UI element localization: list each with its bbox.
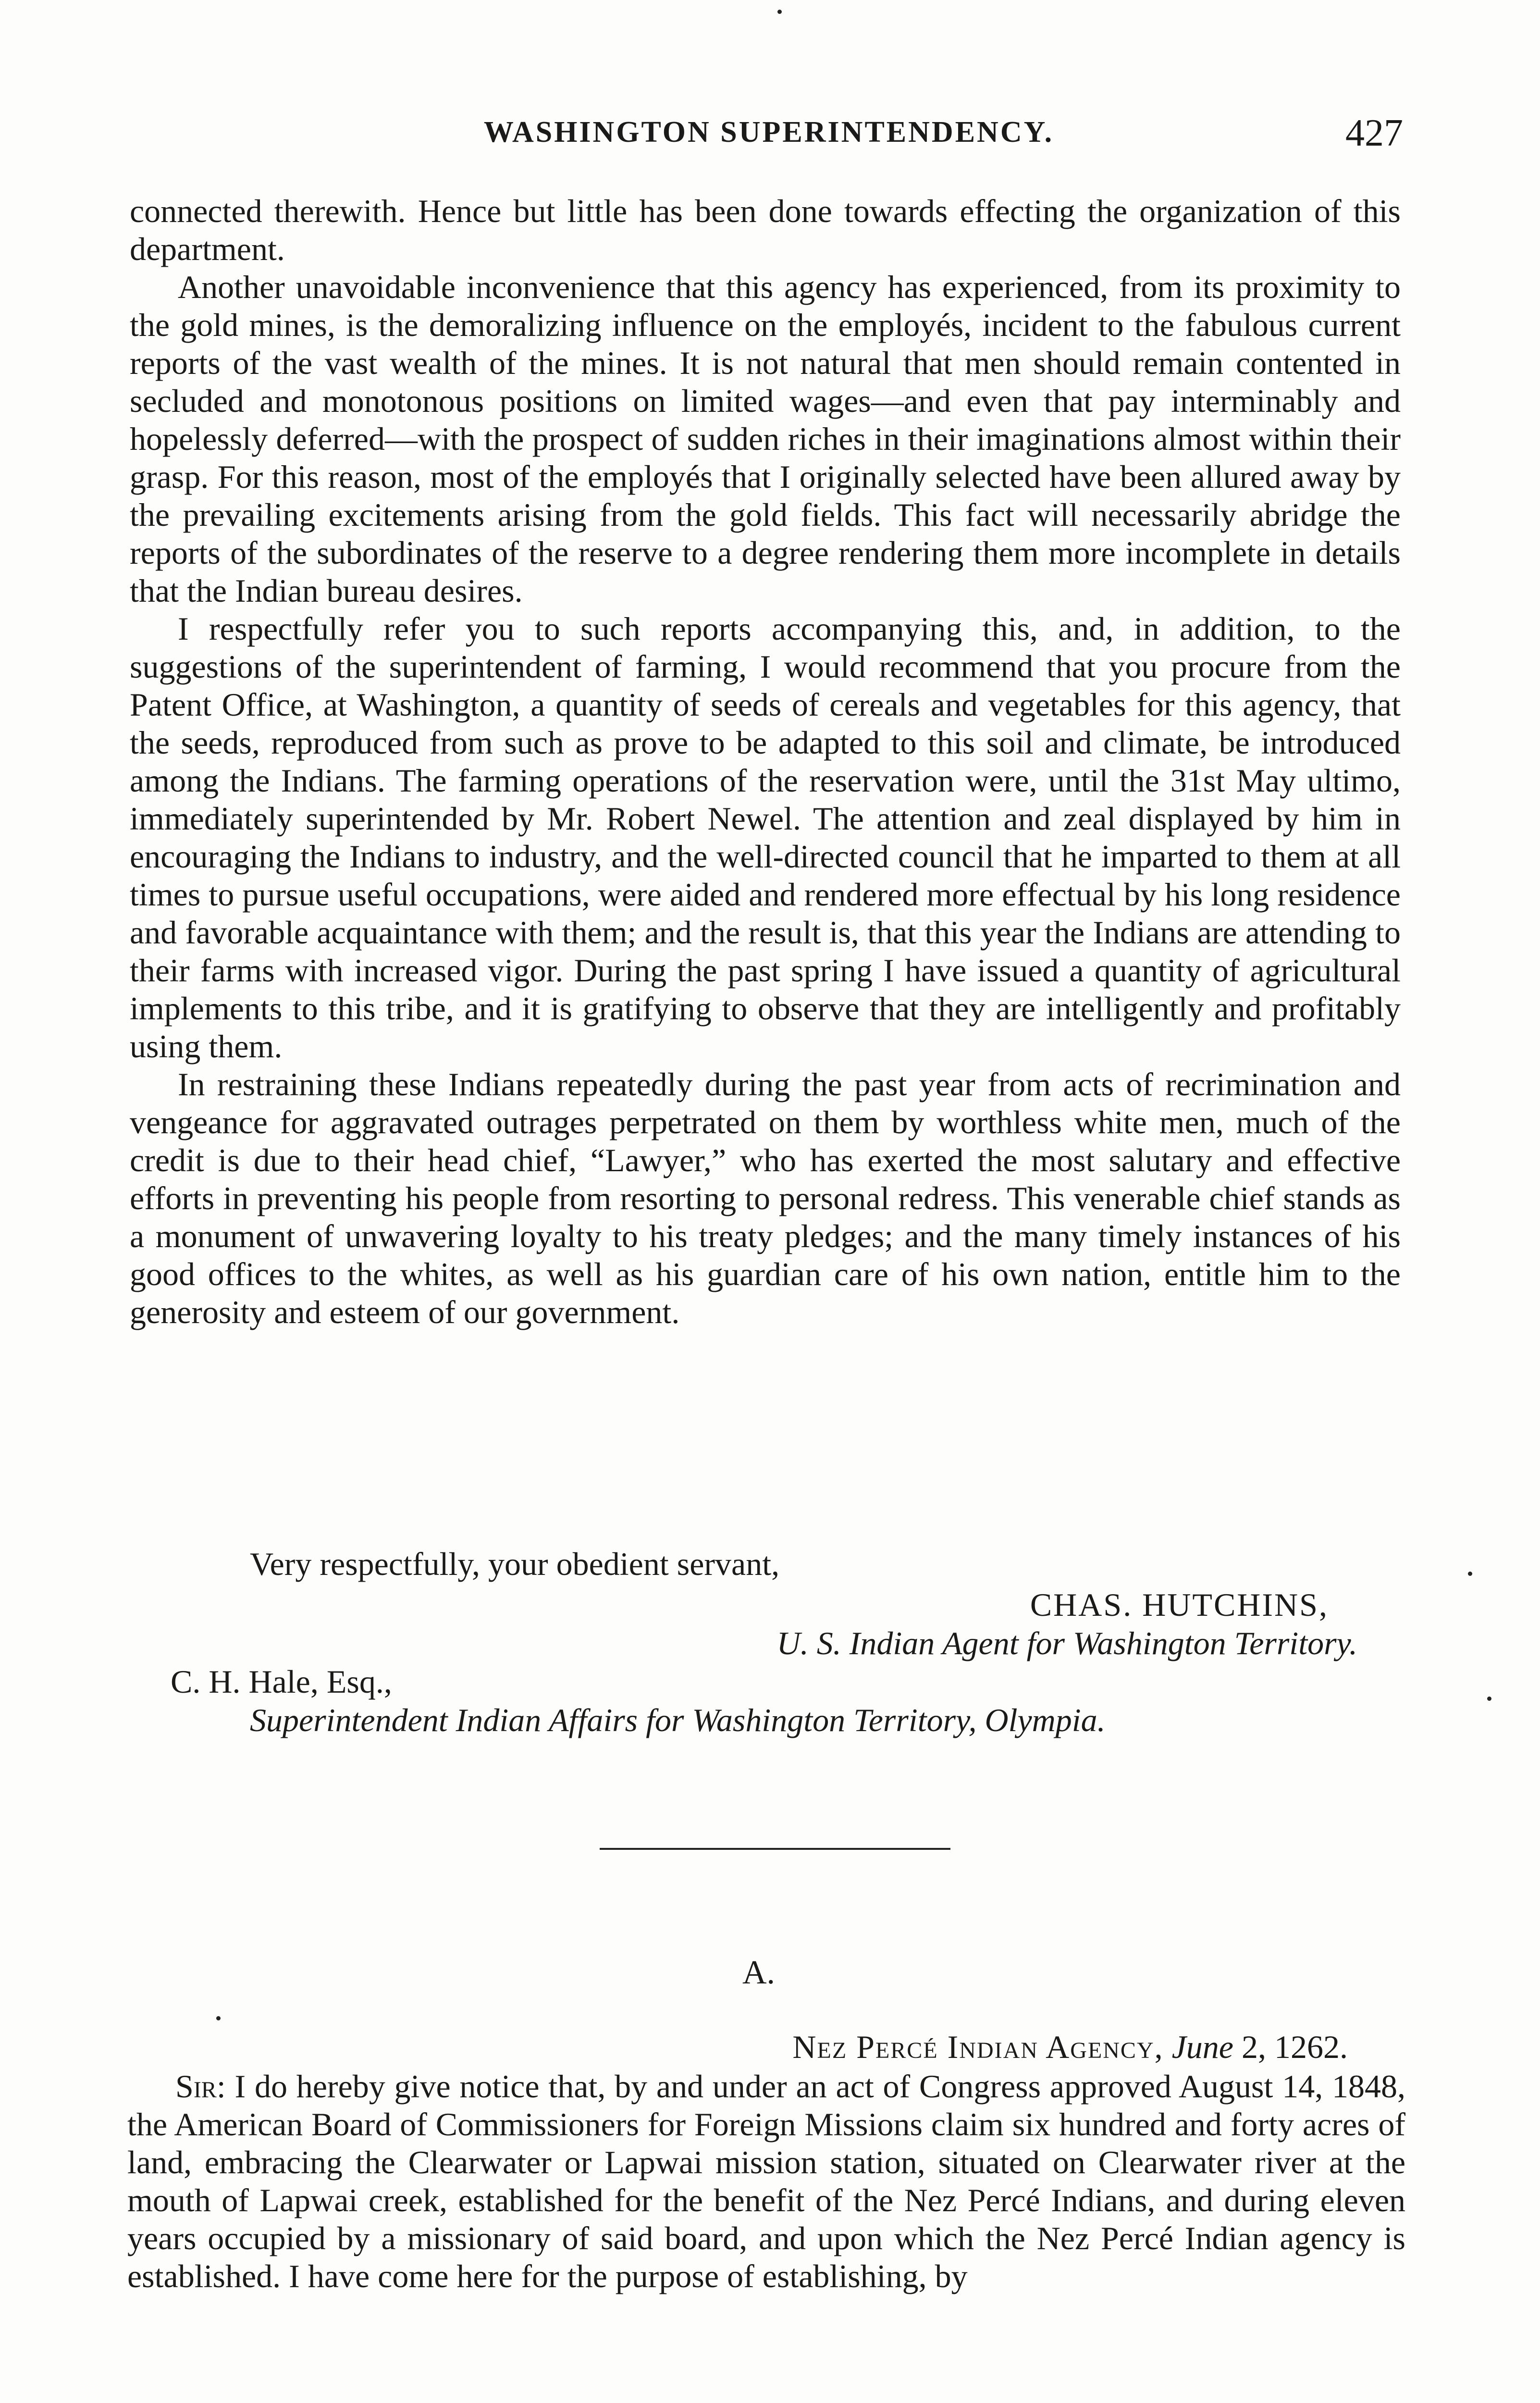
running-head xyxy=(135,112,1403,159)
addressee-name: C. H. Hale, Esq., xyxy=(171,1663,392,1700)
closing-line: Very respectfully, your obedient servant, xyxy=(250,1546,780,1582)
addressee-title: Superintendent Indian Affairs for Washington Territory, Olympia. xyxy=(250,1702,1106,1738)
scan-speck xyxy=(1487,1697,1491,1701)
page-number: 427 xyxy=(1345,112,1403,154)
notice-paragraph xyxy=(127,2068,1405,2295)
dateline-day-year: 2, 1262. xyxy=(1233,2029,1348,2065)
dateline-month: June xyxy=(1171,2029,1233,2065)
signature-name: CHAS. HUTCHINS, xyxy=(1030,1586,1329,1623)
salutation: Sir: xyxy=(175,2068,226,2105)
scan-speck xyxy=(1468,1572,1472,1576)
paragraph: Another unavoidable inconvenience that this agency has experienced, from its proximity to the gold mines, is the demoralizing influence on the employés, incident to the fabulous current reports of the vast wealth of the mines. It is not natural that men should remain contented in secluded and monotonous positions on limited wages—and even that pay interminably and hopelessly deferred—with the prospect of sudden riches in their imaginations almost within their grasp. For this reason, most of the employés that I originally selected have been allured away by the prevailing excitements arising from the gold fields. This fact will necessarily abridge the reports of the subordinates of the reserve to a degree rendering them more incomplete in details that the Indian bureau desires. xyxy=(130,269,1401,609)
letter-body xyxy=(130,192,1401,1331)
signature-title: U. S. Indian Agent for Washington Territory. xyxy=(776,1625,1357,1661)
paragraph: connected therewith. Hence but little has been done towards effecting the organization of this department. xyxy=(130,193,1401,267)
dateline xyxy=(792,2028,1348,2066)
running-title: WASHINGTON SUPERINTENDENCY. xyxy=(483,116,1054,149)
scan-speck xyxy=(216,2016,221,2020)
section-heading: A. xyxy=(742,1954,776,1991)
notice-text: I do hereby give notice that, by and under an act of Congress approved August 14, 1848, the American Board of Commissioners for Foreign Missions claim six hundred and forty acres of land, embracing the Clearwater or Lapwai mission station, situated on Clearwater river at the mouth of Lapwai creek, established for the benefit of the Nez Percé Indians, and during eleven years occupied by a missionary of said board, and upon which the Nez Percé Indian agency is established. I have come here for the purpose of establishing, by xyxy=(127,2068,1405,2294)
scan-speck xyxy=(777,10,782,14)
section-divider xyxy=(600,1848,950,1850)
paragraph: In restraining these Indians repeatedly during the past year from acts of recrimination and vengeance for aggravated outrages perpetrated on them by worthless white men, much of the credit is due to their head chief, “Lawyer,” who has exerted the most salutary and effective efforts in preventing his people from resorting to personal redress. This venerable chief stands as a monument of unwavering loyalty to his treaty pledges; and the many timely instances of his good offices to the whites, as well as his guardian care of his own nation, entitle him to the generosity and esteem of our government. xyxy=(130,1066,1401,1330)
dateline-place: Nez Percé Indian Agency, xyxy=(792,2029,1164,2065)
notice-letter xyxy=(127,2068,1405,2295)
paragraph: I respectfully refer you to such reports accompanying this, and, in addition, to the suggestions of the superintendent of farming, I would recommend that you procure from the Patent Office, at Washington, a quantity of seeds of cereals and vegetables for this agency, that the seeds, reproduced from such as prove to be adapted to this soil and climate, be introduced among the Indians. The farming operations of the reservation were, until the 31st May ultimo, immediately superintended by Mr. Robert Newel. The attention and zeal displayed by him in encouraging the Indians to industry, and the well-directed council that he imparted to them at all times to pursue useful occupations, were aided and rendered more effectual by his long residence and favorable acquaintance with them; and the result is, that this year the Indians are attending to their farms with increased vigor. During the past spring I have issued a quantity of agricultural implements to this tribe, and it is gratifying to observe that they are intelligently and profitably using them. xyxy=(130,610,1401,1065)
